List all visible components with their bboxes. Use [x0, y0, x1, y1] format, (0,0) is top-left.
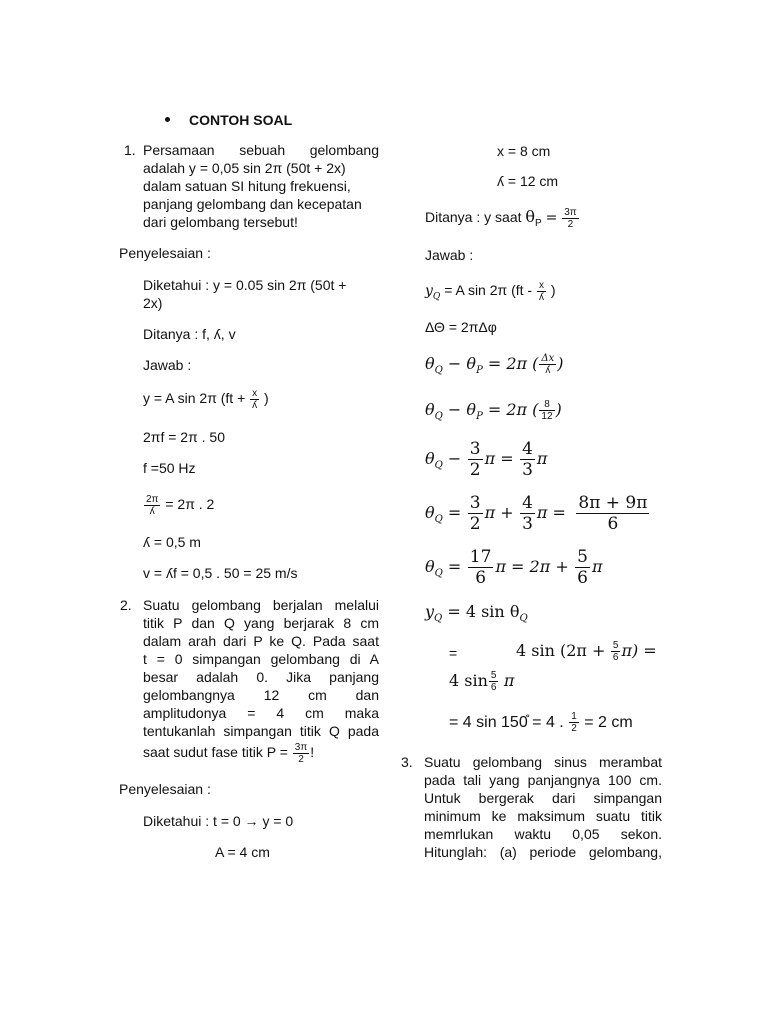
q1-line: dalam satuan SI hitung frekuensi, — [143, 178, 351, 194]
q2-eq-result: = 4 sin 150̊ = 4 . $\frac{1}{2}$ = 2 cm — [449, 711, 633, 735]
q2-eq-equals: = — [449, 645, 458, 661]
q2-line: besar adalah 0. Jika panjang — [143, 669, 379, 685]
q1-eq-wavelength: ʎ = 0,5 m — [143, 534, 201, 550]
q1-line: adalah y = 0,05 sin 2π (50t + 2x) — [143, 160, 346, 176]
q2-line: amplitudonya = 4 cm maka — [143, 705, 379, 721]
q3-line: Hitunglah: (a) periode gelombang, — [424, 844, 662, 860]
q2-line: gelombangnya 12 cm dan — [143, 687, 379, 703]
q2-eq-yq-reduce: 4 sin $\frac{5}{6}$ π — [449, 670, 515, 694]
q2-line: dalam arah dari P ke Q. Pada saat — [143, 633, 379, 649]
q2-eq-delta: ΔΘ = 2πΔφ — [425, 319, 497, 335]
fraction: $\frac{x}{\text{ʎ}}$ — [538, 279, 544, 303]
eq-text: ) — [264, 390, 269, 406]
fraction: $\frac{\Delta x}{\text{ʎ}}$ — [541, 353, 555, 377]
q2-eq-phase-3: $\theta_Q$ − $\frac{3}{2}$ π = $\frac{4}{3}$ π — [425, 439, 548, 481]
q2-jawab: Jawab : — [425, 247, 474, 263]
q3-line: Suatu gelombang sinus merambat — [424, 754, 662, 770]
q3-line: minimum ke maksimum suatu titik — [424, 808, 662, 824]
fraction: $\frac{4}{3}$ — [522, 493, 533, 535]
q2-distance: x = 8 cm — [497, 143, 551, 159]
fraction: $\frac{x}{\text{ʎ}}$ — [252, 387, 258, 411]
q1-eq-wave — [143, 384, 269, 412]
q2-amplitude: A = 4 cm — [215, 844, 270, 860]
q2-eq-phase-2: $\theta_Q - \theta_P = 2\pi$ ( $\frac{8}{12}$ ) — [425, 399, 562, 423]
q2-eq-yq-expand: 4 sin (2π + $\frac{5}{6}$ π) = — [516, 640, 657, 664]
fraction: $\frac{17}{6}$ — [469, 547, 492, 589]
q2-diketahui: Diketahui : t = 0 → y = 0 — [143, 813, 294, 829]
fraction: $\frac{5}{6}$ — [577, 547, 588, 589]
fraction: $\frac{8\pi + 9\pi}{6}$ — [578, 493, 648, 535]
q2-eq-phase-4: $\theta_Q$ = $\frac{3}{2}$ π + $\frac{4}{3}$ π = $\frac{8\pi + 9\pi}{6}$ — [425, 493, 648, 535]
q1-jawab: Jawab : — [143, 357, 192, 373]
q2-line: titik P dan Q yang berjarak 8 cm — [143, 615, 379, 631]
q2-line: tentukanlah simpangan titik Q pada — [143, 723, 379, 739]
q1-line: Persamaan sebuah gelombang — [143, 142, 379, 158]
fraction: $\frac{5}{6}$ — [490, 670, 497, 694]
fraction: $\frac{3\pi}{2}$ — [564, 206, 577, 230]
q2-line: Suatu gelombang berjalan melalui — [143, 597, 379, 613]
q1-line: dari gelombang tersebut! — [143, 214, 298, 230]
q3-line: Untuk bergerak dari simpangan — [424, 790, 662, 806]
eq-text: y = A sin 2π (ft + — [143, 390, 246, 406]
fraction: $\frac{3\pi}{2}$ — [294, 741, 308, 765]
q2-eq-phase-5: $\theta_Q$ = $\frac{17}{6}$ π = 2π + $\frac{5}{6}$ π — [425, 547, 603, 589]
q1-eq-k — [143, 490, 214, 518]
q1-diketahui-cont: 2x) — [143, 295, 163, 311]
fraction: $\frac{3}{2}$ — [469, 439, 481, 481]
eq-text: = 2π . 2 — [165, 496, 215, 512]
q2-eq-yq-sin: $y_Q = 4$ $\sin \theta_Q$ — [425, 602, 528, 625]
q2-wavelength: ʎ = 12 cm — [497, 173, 559, 189]
q1-penyelesaian: Penyelesaian : — [119, 245, 211, 261]
q1-ditanya: Ditanya : f, ʎ, v — [143, 326, 236, 342]
q1-eq-velocity: v = ʎf = 0,5 . 50 = 25 m/s — [143, 565, 298, 581]
q2-eq-yq: $y_Q = A$ sin 2π (ft - $\frac{x}{\text{ʎ}}$ ) — [425, 279, 556, 303]
q2-penyelesaian: Penyelesaian : — [119, 781, 211, 797]
q1-number: 1. — [124, 142, 136, 158]
q1-eq-omega: 2πf = 2π . 50 — [143, 429, 225, 445]
fraction: $\frac{5}{6}$ — [612, 640, 619, 664]
q2-number: 2. — [120, 597, 132, 613]
q1-diketahui: Diketahui : y = 0.05 sin 2π (50t + — [143, 277, 347, 293]
q2-ditanya: Ditanya : y saat $\theta_P$ = $\frac{3\pi}{2}$ — [425, 206, 577, 230]
bullet-icon — [165, 117, 170, 122]
q2-eq-phase-1: $\theta_Q - \theta_P = 2\pi$ ( $\frac{\Delta x}{\text{ʎ}}$ ) — [425, 353, 564, 377]
q3-line: memrlukan waktu 0,05 sekon. — [424, 826, 662, 842]
q1-eq-frequency: f =50 Hz — [143, 460, 196, 476]
fraction: $\frac{2\pi}{\text{ʎ}}$ — [146, 493, 159, 517]
q2-line: saat sudut fase titik P = $\frac{3\pi}{2}$ ! — [143, 741, 315, 765]
fraction: $\frac{4}{3}$ — [522, 439, 533, 481]
q3-number: 3. — [401, 754, 413, 770]
heading: CONTOH SOAL — [189, 112, 293, 128]
fraction: $\frac{1}{2}$ — [571, 711, 577, 735]
fraction: $\frac{3}{2}$ — [469, 493, 481, 535]
fraction: $\frac{8}{12}$ — [541, 399, 553, 423]
q3-line: pada tali yang panjangnya 100 cm. — [424, 772, 662, 788]
q2-line: t = 0 simpangan gelombang di A — [143, 651, 379, 667]
q1-line: panjang gelombang dan kecepatan — [143, 196, 362, 212]
